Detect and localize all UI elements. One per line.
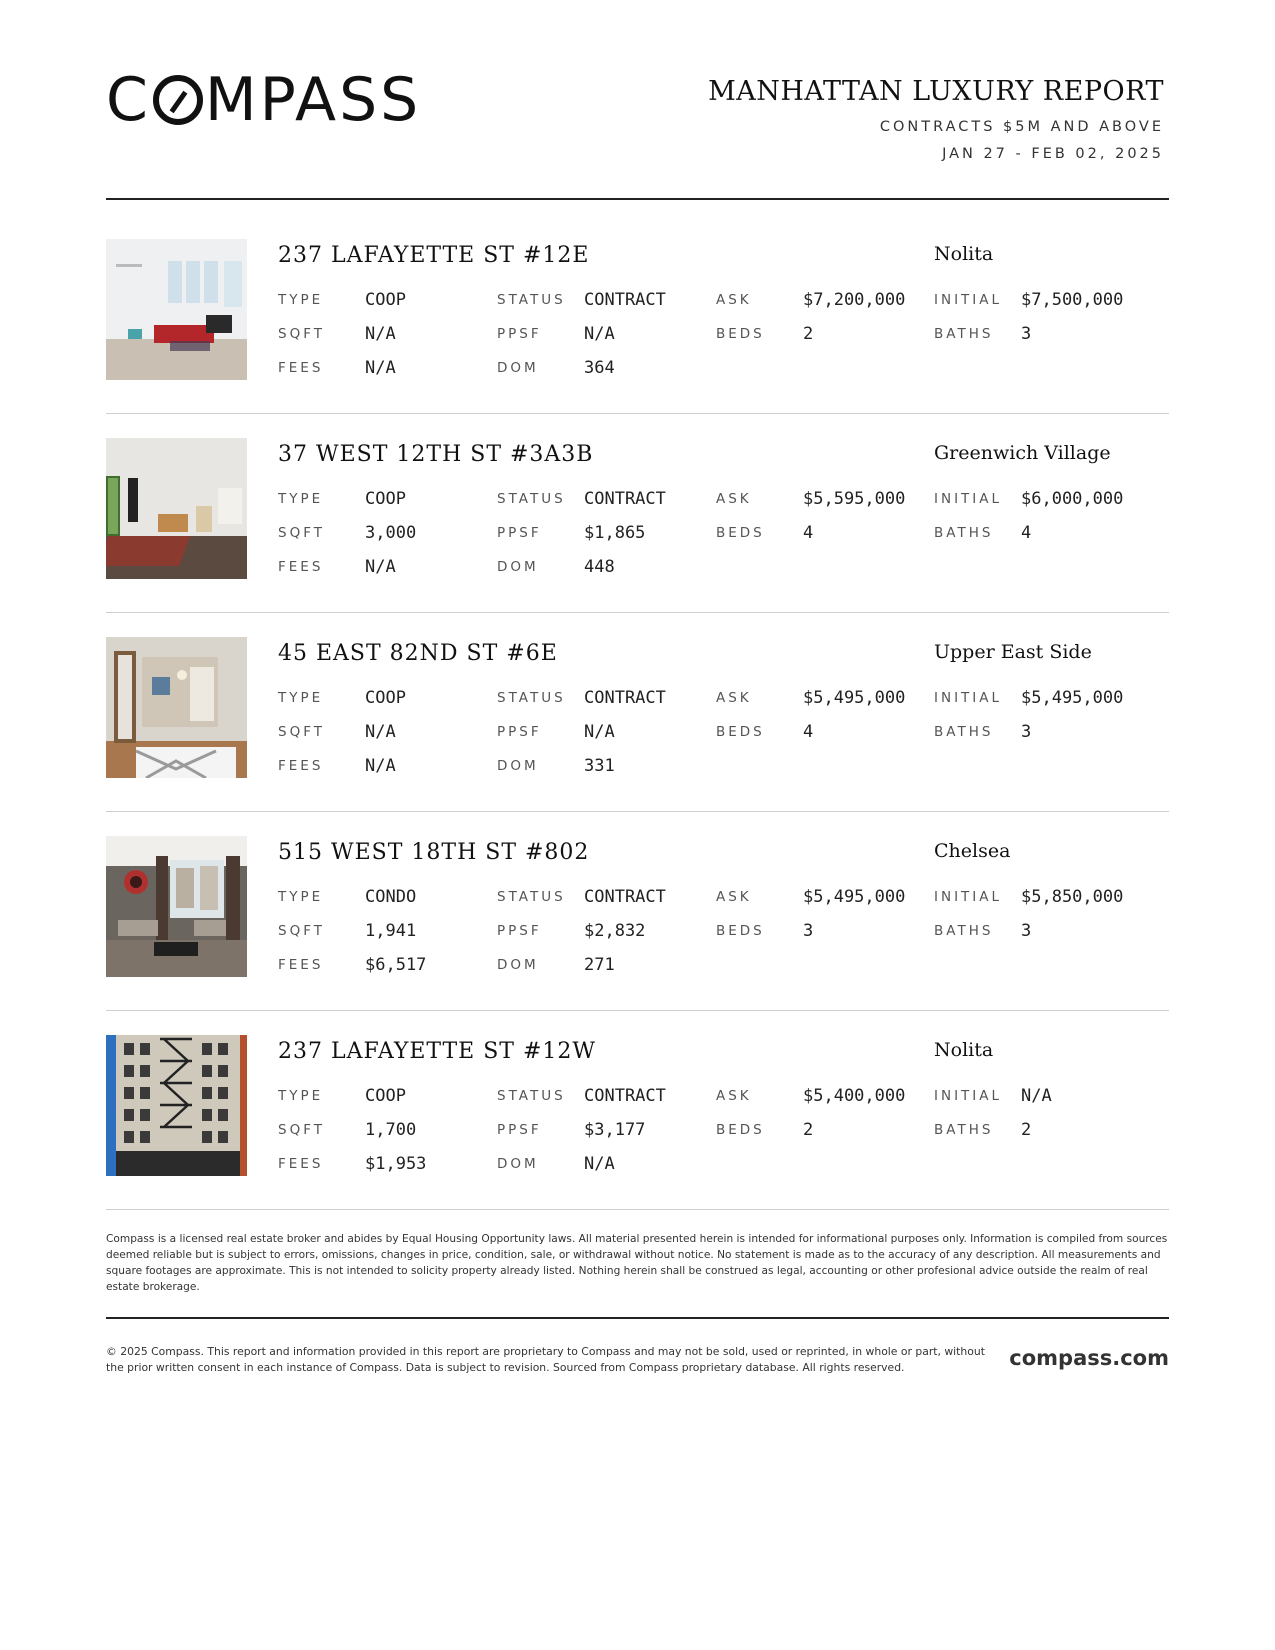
value-initial: $5,850,000: [1021, 887, 1124, 907]
report-subtitle: CONTRACTS $5M AND ABOVE: [879, 119, 1164, 135]
value-fees: N/A: [365, 358, 396, 378]
value-type: CONDO: [365, 887, 417, 907]
listing-divider: [106, 811, 1169, 812]
label-beds: BEDS: [716, 1122, 765, 1138]
value-beds: 2: [803, 324, 814, 344]
label-sqft: SQFT: [278, 923, 325, 939]
label-sqft: SQFT: [278, 1122, 325, 1138]
value-initial: $7,500,000: [1021, 290, 1124, 310]
label-fees: FEES: [278, 559, 324, 575]
label-baths: BATHS: [934, 525, 994, 541]
value-sqft: N/A: [365, 722, 396, 742]
listing-address: 37 WEST 12TH ST #3A3B: [278, 442, 594, 467]
value-dom: N/A: [584, 1154, 615, 1174]
label-sqft: SQFT: [278, 525, 325, 541]
value-baths: 3: [1021, 921, 1032, 941]
value-dom: 364: [584, 358, 615, 378]
value-initial: $6,000,000: [1021, 489, 1124, 509]
listing-neighborhood: Upper East Side: [934, 641, 1092, 663]
label-status: STATUS: [497, 292, 566, 308]
label-ppsf: PPSF: [497, 525, 542, 541]
label-dom: DOM: [497, 957, 539, 973]
legal-disclaimer: Compass is a licensed real estate broker and abides by Equal Housing Opportunity laws. All material presented herein is intended for informational purposes only. Information is compiled from sources deemed reliable but is subject to errors, omissions, changes in price, condition, sale, or withdrawal without notice. No statement is made as to the accuracy of any description. All measurements and square footages are approximate. This is not intended to solicity property already listed. Nothing herein shall be construed as legal, accounting or other profesional advice outside the realm of real estate brokerage.: [106, 1233, 1168, 1293]
compass-logo: [106, 65, 422, 135]
listing-divider: [106, 1209, 1169, 1210]
listing-photo: [106, 239, 247, 380]
label-dom: DOM: [497, 1156, 539, 1172]
label-dom: DOM: [497, 559, 539, 575]
value-dom: 271: [584, 955, 615, 975]
logo-letter-c: C: [106, 65, 151, 135]
value-fees: $6,517: [365, 955, 427, 975]
listing-photo: [106, 438, 247, 579]
label-beds: BEDS: [716, 326, 765, 342]
listing-divider: [106, 612, 1169, 613]
listing-neighborhood: Nolita: [934, 243, 994, 265]
listing-address: 45 EAST 82ND ST #6E: [278, 641, 558, 666]
report-header: [708, 76, 1164, 162]
listing-divider: [106, 1010, 1169, 1011]
website-link[interactable]: compass.com: [1009, 1346, 1169, 1370]
listing-card: [106, 836, 1169, 1034]
label-beds: BEDS: [716, 525, 765, 541]
listing-photo: [106, 836, 247, 977]
value-type: COOP: [365, 290, 406, 310]
label-fees: FEES: [278, 1156, 324, 1172]
label-baths: BATHS: [934, 326, 994, 342]
value-sqft: N/A: [365, 324, 396, 344]
listing-card: [106, 1035, 1169, 1233]
value-sqft: 1,941: [365, 921, 417, 941]
listing-card: [106, 637, 1169, 835]
label-ask: ASK: [716, 889, 752, 905]
listing-card: [106, 438, 1169, 636]
label-sqft: SQFT: [278, 326, 325, 342]
report-date-range: JAN 27 - FEB 02, 2025: [942, 146, 1164, 162]
value-baths: 3: [1021, 722, 1032, 742]
label-baths: BATHS: [934, 724, 994, 740]
label-status: STATUS: [497, 491, 566, 507]
value-fees: $1,953: [365, 1154, 427, 1174]
listing-photo: [106, 637, 247, 778]
value-status: CONTRACT: [584, 489, 666, 509]
label-beds: BEDS: [716, 724, 765, 740]
listing-address: 515 WEST 18TH ST #802: [278, 840, 590, 865]
label-ppsf: PPSF: [497, 923, 542, 939]
listing-address: 237 LAFAYETTE ST #12E: [278, 243, 590, 268]
value-status: CONTRACT: [584, 887, 666, 907]
label-initial: INITIAL: [934, 292, 1003, 308]
value-ppsf: N/A: [584, 324, 615, 344]
footer-divider: [106, 1317, 1169, 1319]
label-ppsf: PPSF: [497, 326, 542, 342]
label-initial: INITIAL: [934, 690, 1003, 706]
value-beds: 4: [803, 523, 814, 543]
value-beds: 4: [803, 722, 814, 742]
value-initial: $5,495,000: [1021, 688, 1124, 708]
label-fees: FEES: [278, 957, 324, 973]
label-type: TYPE: [278, 292, 324, 308]
label-initial: INITIAL: [934, 1088, 1003, 1104]
label-ask: ASK: [716, 292, 752, 308]
label-baths: BATHS: [934, 1122, 994, 1138]
label-baths: BATHS: [934, 923, 994, 939]
listing-divider: [106, 413, 1169, 414]
label-beds: BEDS: [716, 923, 765, 939]
value-status: CONTRACT: [584, 290, 666, 310]
value-ppsf: $1,865: [584, 523, 646, 543]
label-ask: ASK: [716, 491, 752, 507]
value-ask: $5,495,000: [803, 887, 906, 907]
label-ask: ASK: [716, 690, 752, 706]
value-ppsf: N/A: [584, 722, 615, 742]
value-sqft: 1,700: [365, 1120, 417, 1140]
label-status: STATUS: [497, 690, 566, 706]
label-type: TYPE: [278, 1088, 324, 1104]
value-baths: 2: [1021, 1120, 1032, 1140]
compass-needle-icon: [153, 75, 203, 125]
label-initial: INITIAL: [934, 491, 1003, 507]
value-status: CONTRACT: [584, 688, 666, 708]
value-status: CONTRACT: [584, 1086, 666, 1106]
value-dom: 331: [584, 756, 615, 776]
value-ask: $7,200,000: [803, 290, 906, 310]
label-initial: INITIAL: [934, 889, 1003, 905]
value-initial: N/A: [1021, 1086, 1052, 1106]
label-dom: DOM: [497, 758, 539, 774]
value-dom: 448: [584, 557, 615, 577]
copyright-notice: © 2025 Compass. This report and information provided in this report are proprietary to Compass and may not be sold, used or reprinted, in whole or part, without the prior written consent in each instance of Compass. Data is subject to revision. Sourced from Compass proprietary database. All rights reserved.: [106, 1345, 985, 1374]
listing-neighborhood: Greenwich Village: [934, 442, 1111, 464]
value-beds: 2: [803, 1120, 814, 1140]
value-type: COOP: [365, 1086, 406, 1106]
label-ppsf: PPSF: [497, 1122, 542, 1138]
value-ppsf: $2,832: [584, 921, 646, 941]
value-ppsf: $3,177: [584, 1120, 646, 1140]
value-beds: 3: [803, 921, 814, 941]
listing-neighborhood: Chelsea: [934, 840, 1011, 862]
label-ppsf: PPSF: [497, 724, 542, 740]
label-fees: FEES: [278, 758, 324, 774]
label-type: TYPE: [278, 889, 324, 905]
logo-letters-mpass: MPASS: [204, 65, 422, 135]
label-ask: ASK: [716, 1088, 752, 1104]
label-type: TYPE: [278, 690, 324, 706]
label-dom: DOM: [497, 360, 539, 376]
listing-neighborhood: Nolita: [934, 1039, 994, 1061]
value-baths: 4: [1021, 523, 1032, 543]
report-title: MANHATTAN LUXURY REPORT: [708, 76, 1164, 107]
value-ask: $5,595,000: [803, 489, 906, 509]
label-type: TYPE: [278, 491, 324, 507]
value-fees: N/A: [365, 557, 396, 577]
listing-address: 237 LAFAYETTE ST #12W: [278, 1039, 596, 1064]
listing-photo: [106, 1035, 247, 1176]
label-fees: FEES: [278, 360, 324, 376]
listing-card: [106, 239, 1169, 437]
value-sqft: 3,000: [365, 523, 417, 543]
label-status: STATUS: [497, 889, 566, 905]
value-type: COOP: [365, 688, 406, 708]
value-ask: $5,400,000: [803, 1086, 906, 1106]
label-status: STATUS: [497, 1088, 566, 1104]
value-baths: 3: [1021, 324, 1032, 344]
header-divider: [106, 198, 1169, 200]
value-fees: N/A: [365, 756, 396, 776]
value-ask: $5,495,000: [803, 688, 906, 708]
label-sqft: SQFT: [278, 724, 325, 740]
value-type: COOP: [365, 489, 406, 509]
